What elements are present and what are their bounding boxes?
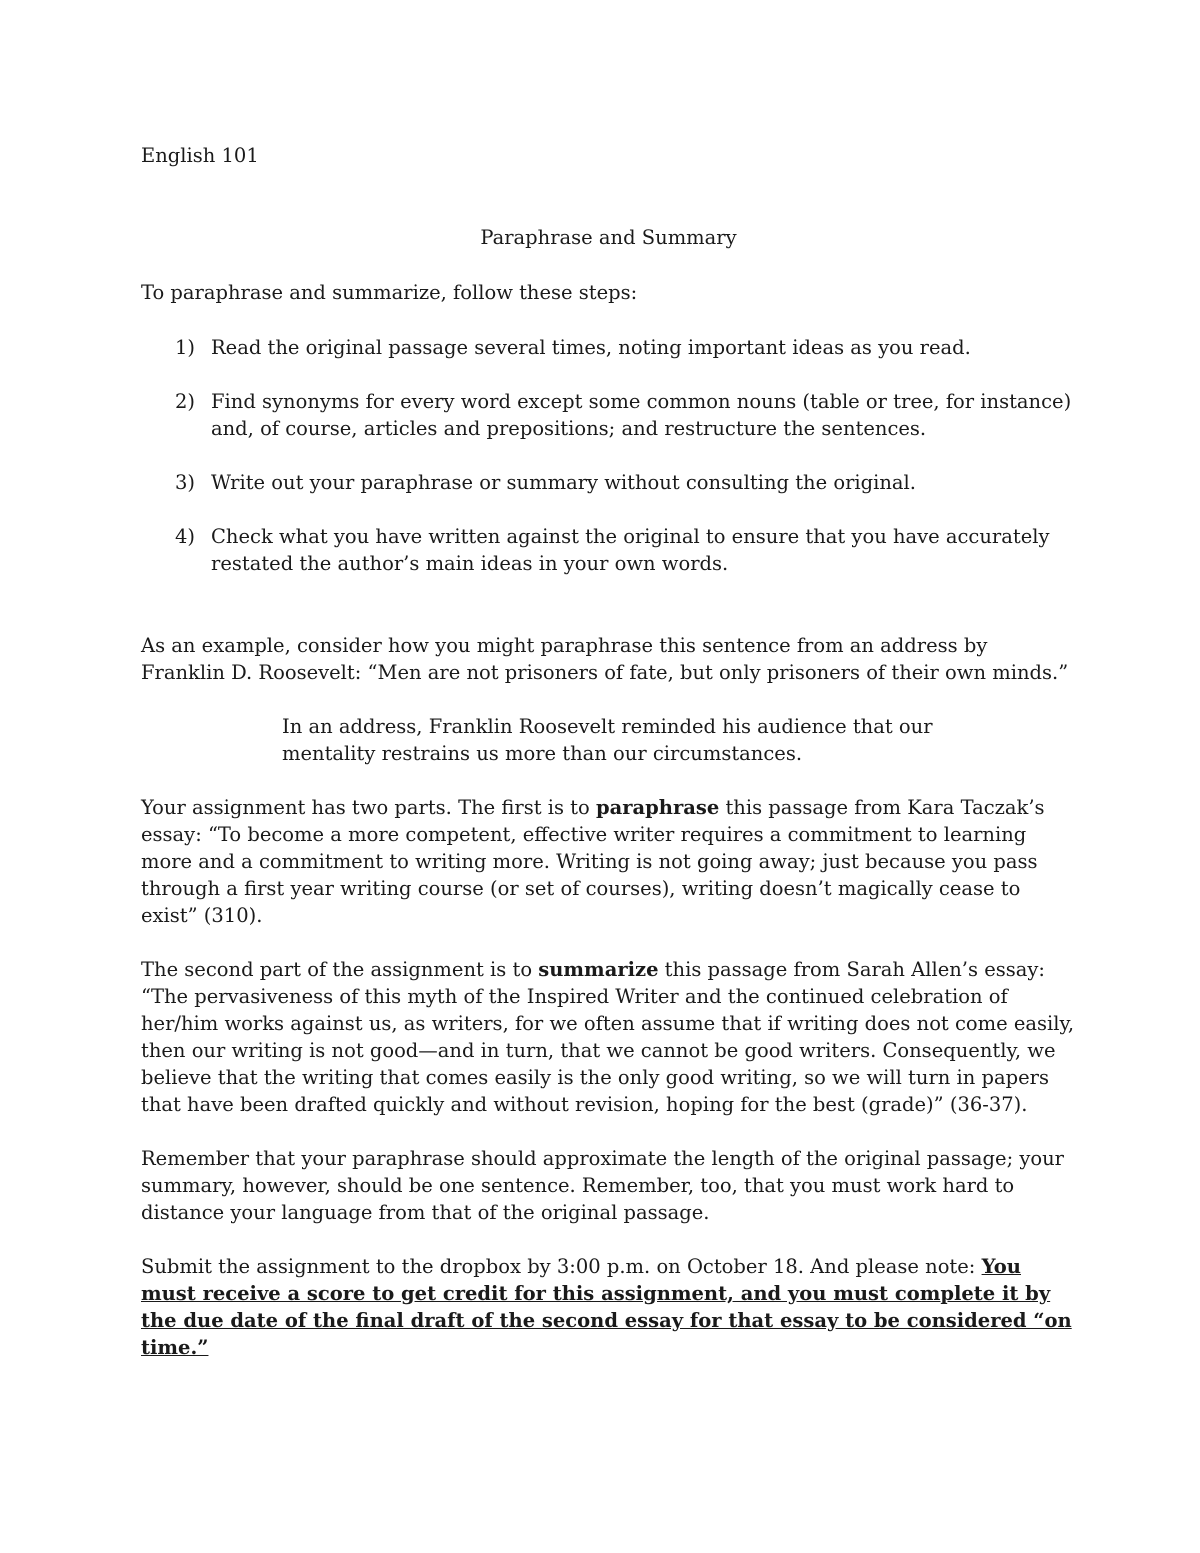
- part2-text-before: The second part of the assignment is to: [141, 958, 539, 981]
- list-item: [141, 334, 1076, 361]
- assignment-part2-paragraph: [141, 956, 1076, 1118]
- document-page: [141, 142, 1076, 1361]
- example-quote: In an address, Franklin Roosevelt reminded his audience that our mentality restrains us more than our circumstances.: [282, 715, 933, 765]
- part2-bold-word: summarize: [538, 958, 659, 981]
- step-number: 1): [175, 336, 196, 359]
- example-paragraph: As an example, consider how you might paraphrase this sentence from an address by Franklin D. Roosevelt: “Men are not prisoners of fate, but only prisoners of their own minds.”: [141, 634, 1069, 684]
- step-text: Find synonyms for every word except some common nouns (table or tree, for instance) and, of course, articles and prepositions; and restructure the sentences.: [211, 390, 1072, 440]
- step-number: 3): [175, 471, 196, 494]
- course-name: English 101: [141, 144, 259, 167]
- reminder-paragraph: Remember that your paraphrase should approximate the length of the original passage; your summary, however, should be one sentence. Remember, too, that you must work hard to distance your language from that of the original passage.: [141, 1147, 1064, 1224]
- steps-list: [141, 334, 1076, 577]
- step-number: 4): [175, 525, 196, 548]
- assignment-part1-paragraph: [141, 794, 1076, 929]
- step-text: Write out your paraphrase or summary without consulting the original.: [211, 471, 916, 494]
- intro-text: To paraphrase and summarize, follow these steps:: [141, 281, 638, 304]
- submission-paragraph: [141, 1253, 1076, 1361]
- submission-text: Submit the assignment to the dropbox by 3:00 p.m. on October 18. And please note:: [141, 1255, 982, 1278]
- submission-note: You must receive a score to get credit for this assignment, and you must complete it by the due date of the final draft of the second essay for that essay to be considered “on time.”: [141, 1255, 1072, 1359]
- part1-text-after: this passage from Kara Taczak’s essay: “To become a more competent, effective writer requires a commitment to learning more and a commitment to writing more. Writing is not going away; just because you pass through a first year writing course (or set of courses), writing doesn’t magically cease to exist” (310).: [141, 796, 1045, 927]
- part2-text-after: this passage from Sarah Allen’s essay: “The pervasiveness of this myth of the Inspired Writer and the continued celebration of her/him works against us, as writers, for we often assume that if writing does not come easily, then our writing is not good—and in turn, that we cannot be good writers. Consequently, we believe that the writing that comes easily is the only good writing, so we will turn in papers that have been drafted quickly and without revision, hoping for the best (grade)” (36-37).: [141, 958, 1075, 1116]
- step-number: 2): [175, 390, 196, 413]
- list-item: [141, 388, 1076, 442]
- step-text: Read the original passage several times, noting important ideas as you read.: [211, 336, 971, 359]
- list-item: [141, 523, 1076, 577]
- list-item: [141, 469, 1076, 496]
- part1-bold-word: paraphrase: [595, 796, 720, 819]
- document-title: Paraphrase and Summary: [480, 226, 737, 249]
- part1-text-before: Your assignment has two parts. The first is to: [141, 796, 596, 819]
- step-text: Check what you have written against the original to ensure that you have accurately restated the author’s main ideas in your own words.: [211, 525, 1050, 575]
